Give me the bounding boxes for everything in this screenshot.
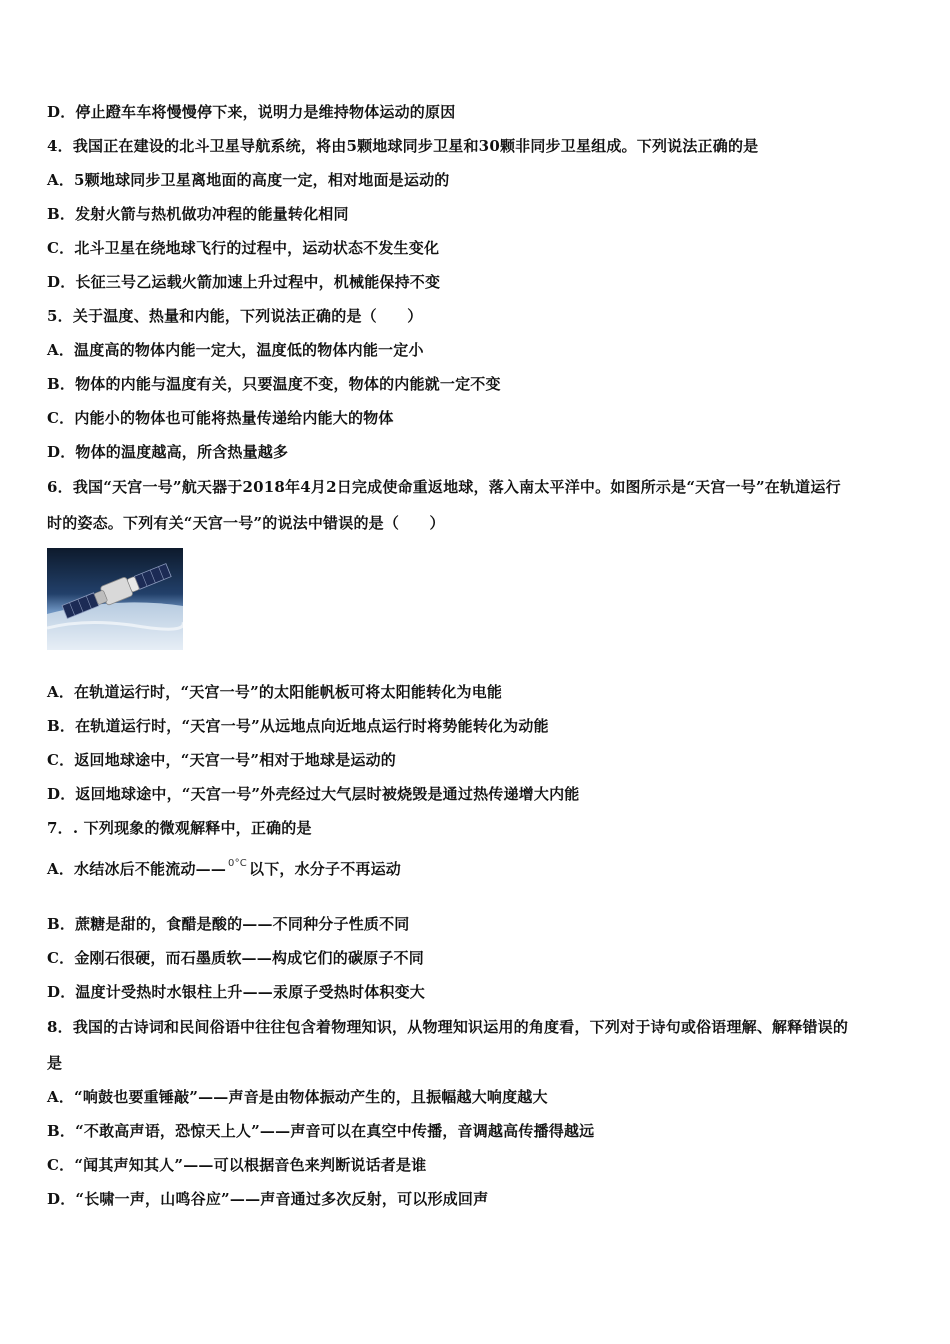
q4-option-b: B．发射火箭与热机做功冲程的能量转化相同 — [47, 205, 349, 223]
tiangong-satellite-image — [47, 548, 183, 650]
q5-option-c: C．内能小的物体也可能将热量传递给内能大的物体 — [47, 409, 394, 427]
q8-stem-line1: 8．我国的古诗词和民间俗语中往往包含着物理知识，从物理知识运用的角度看，下列对于诗句或俗语理解、解释错误的 — [47, 1018, 849, 1036]
q4-option-d: D．长征三号乙运载火箭加速上升过程中，机械能保持不变 — [47, 273, 441, 291]
q5-stem: 5．关于温度、热量和内能，下列说法正确的是（ ） — [47, 307, 423, 325]
q7-option-a-before: A．水结冰后不能流动—— — [47, 860, 227, 878]
q6-stem-line2: 时的姿态。下列有关“天宫一号”的说法中错误的是（ ） — [47, 514, 445, 532]
q7-option-a-after: 以下，水分子不再运动 — [249, 860, 402, 878]
q7-option-b: B．蔗糖是甜的，食醋是酸的——不同种分子性质不同 — [47, 915, 410, 933]
q5-option-d: D．物体的温度越高，所含热量越多 — [47, 443, 289, 461]
q8-option-b: B．“不敢高声语，恐惊天上人”——声音可以在真空中传播，音调越高传播得越远 — [47, 1122, 595, 1140]
q7-option-a — [47, 859, 910, 882]
q8-option-a: A．“响鼓也要重锤敲”——声音是由物体振动产生的，且振幅越大响度越大 — [47, 1088, 548, 1106]
temperature-symbol: 0°C — [228, 858, 247, 869]
q8-option-c: C．“闻其声知其人”——可以根据音色来判断说话者是谁 — [47, 1156, 427, 1174]
q8-option-d: D．“长啸一声，山鸣谷应”——声音通过多次反射，可以形成回声 — [47, 1190, 489, 1208]
q4-option-a: A．5颗地球同步卫星离地面的高度一定，相对地面是运动的 — [47, 171, 450, 189]
q4-stem: 4．我国正在建设的北斗卫星导航系统，将由5颗地球同步卫星和30颗非同步卫星组成。下列说法正确的是 — [47, 137, 759, 155]
q4-option-c: C．北斗卫星在绕地球飞行的过程中，运动状态不发生变化 — [47, 239, 440, 257]
q3-option-d: D．停止蹬车车将慢慢停下来，说明力是维持物体运动的原因 — [47, 103, 456, 121]
q6-stem-line1: 6．我国“天宫一号”航天器于2018年4月2日完成使命重返地球，落入南太平洋中。如图所示是“天宫一号”在轨道运行 — [47, 478, 841, 496]
q5-option-b: B．物体的内能与温度有关，只要温度不变，物体的内能就一定不变 — [47, 375, 501, 393]
q6-option-b: B．在轨道运行时，“天宫一号”从远地点向近地点运行时将势能转化为动能 — [47, 717, 549, 735]
q6-option-c: C．返回地球途中，“天宫一号”相对于地球是运动的 — [47, 751, 396, 769]
q6-option-a: A．在轨道运行时，“天宫一号”的太阳能帆板可将太阳能转化为电能 — [47, 683, 503, 701]
q8-stem-line2: 是 — [47, 1054, 63, 1072]
q7-option-c: C．金刚石很硬，而石墨质软——构成它们的碳原子不同 — [47, 949, 424, 967]
q5-option-a: A．温度高的物体内能一定大，温度低的物体内能一定小 — [47, 341, 424, 359]
q6-option-d: D．返回地球途中，“天宫一号”外壳经过大气层时被烧毁是通过热传递增大内能 — [47, 785, 580, 803]
q7-stem: 7．. 下列现象的微观解释中，正确的是 — [47, 819, 312, 837]
q7-option-d: D．温度计受热时水银柱上升——汞原子受热时体积变大 — [47, 983, 426, 1001]
